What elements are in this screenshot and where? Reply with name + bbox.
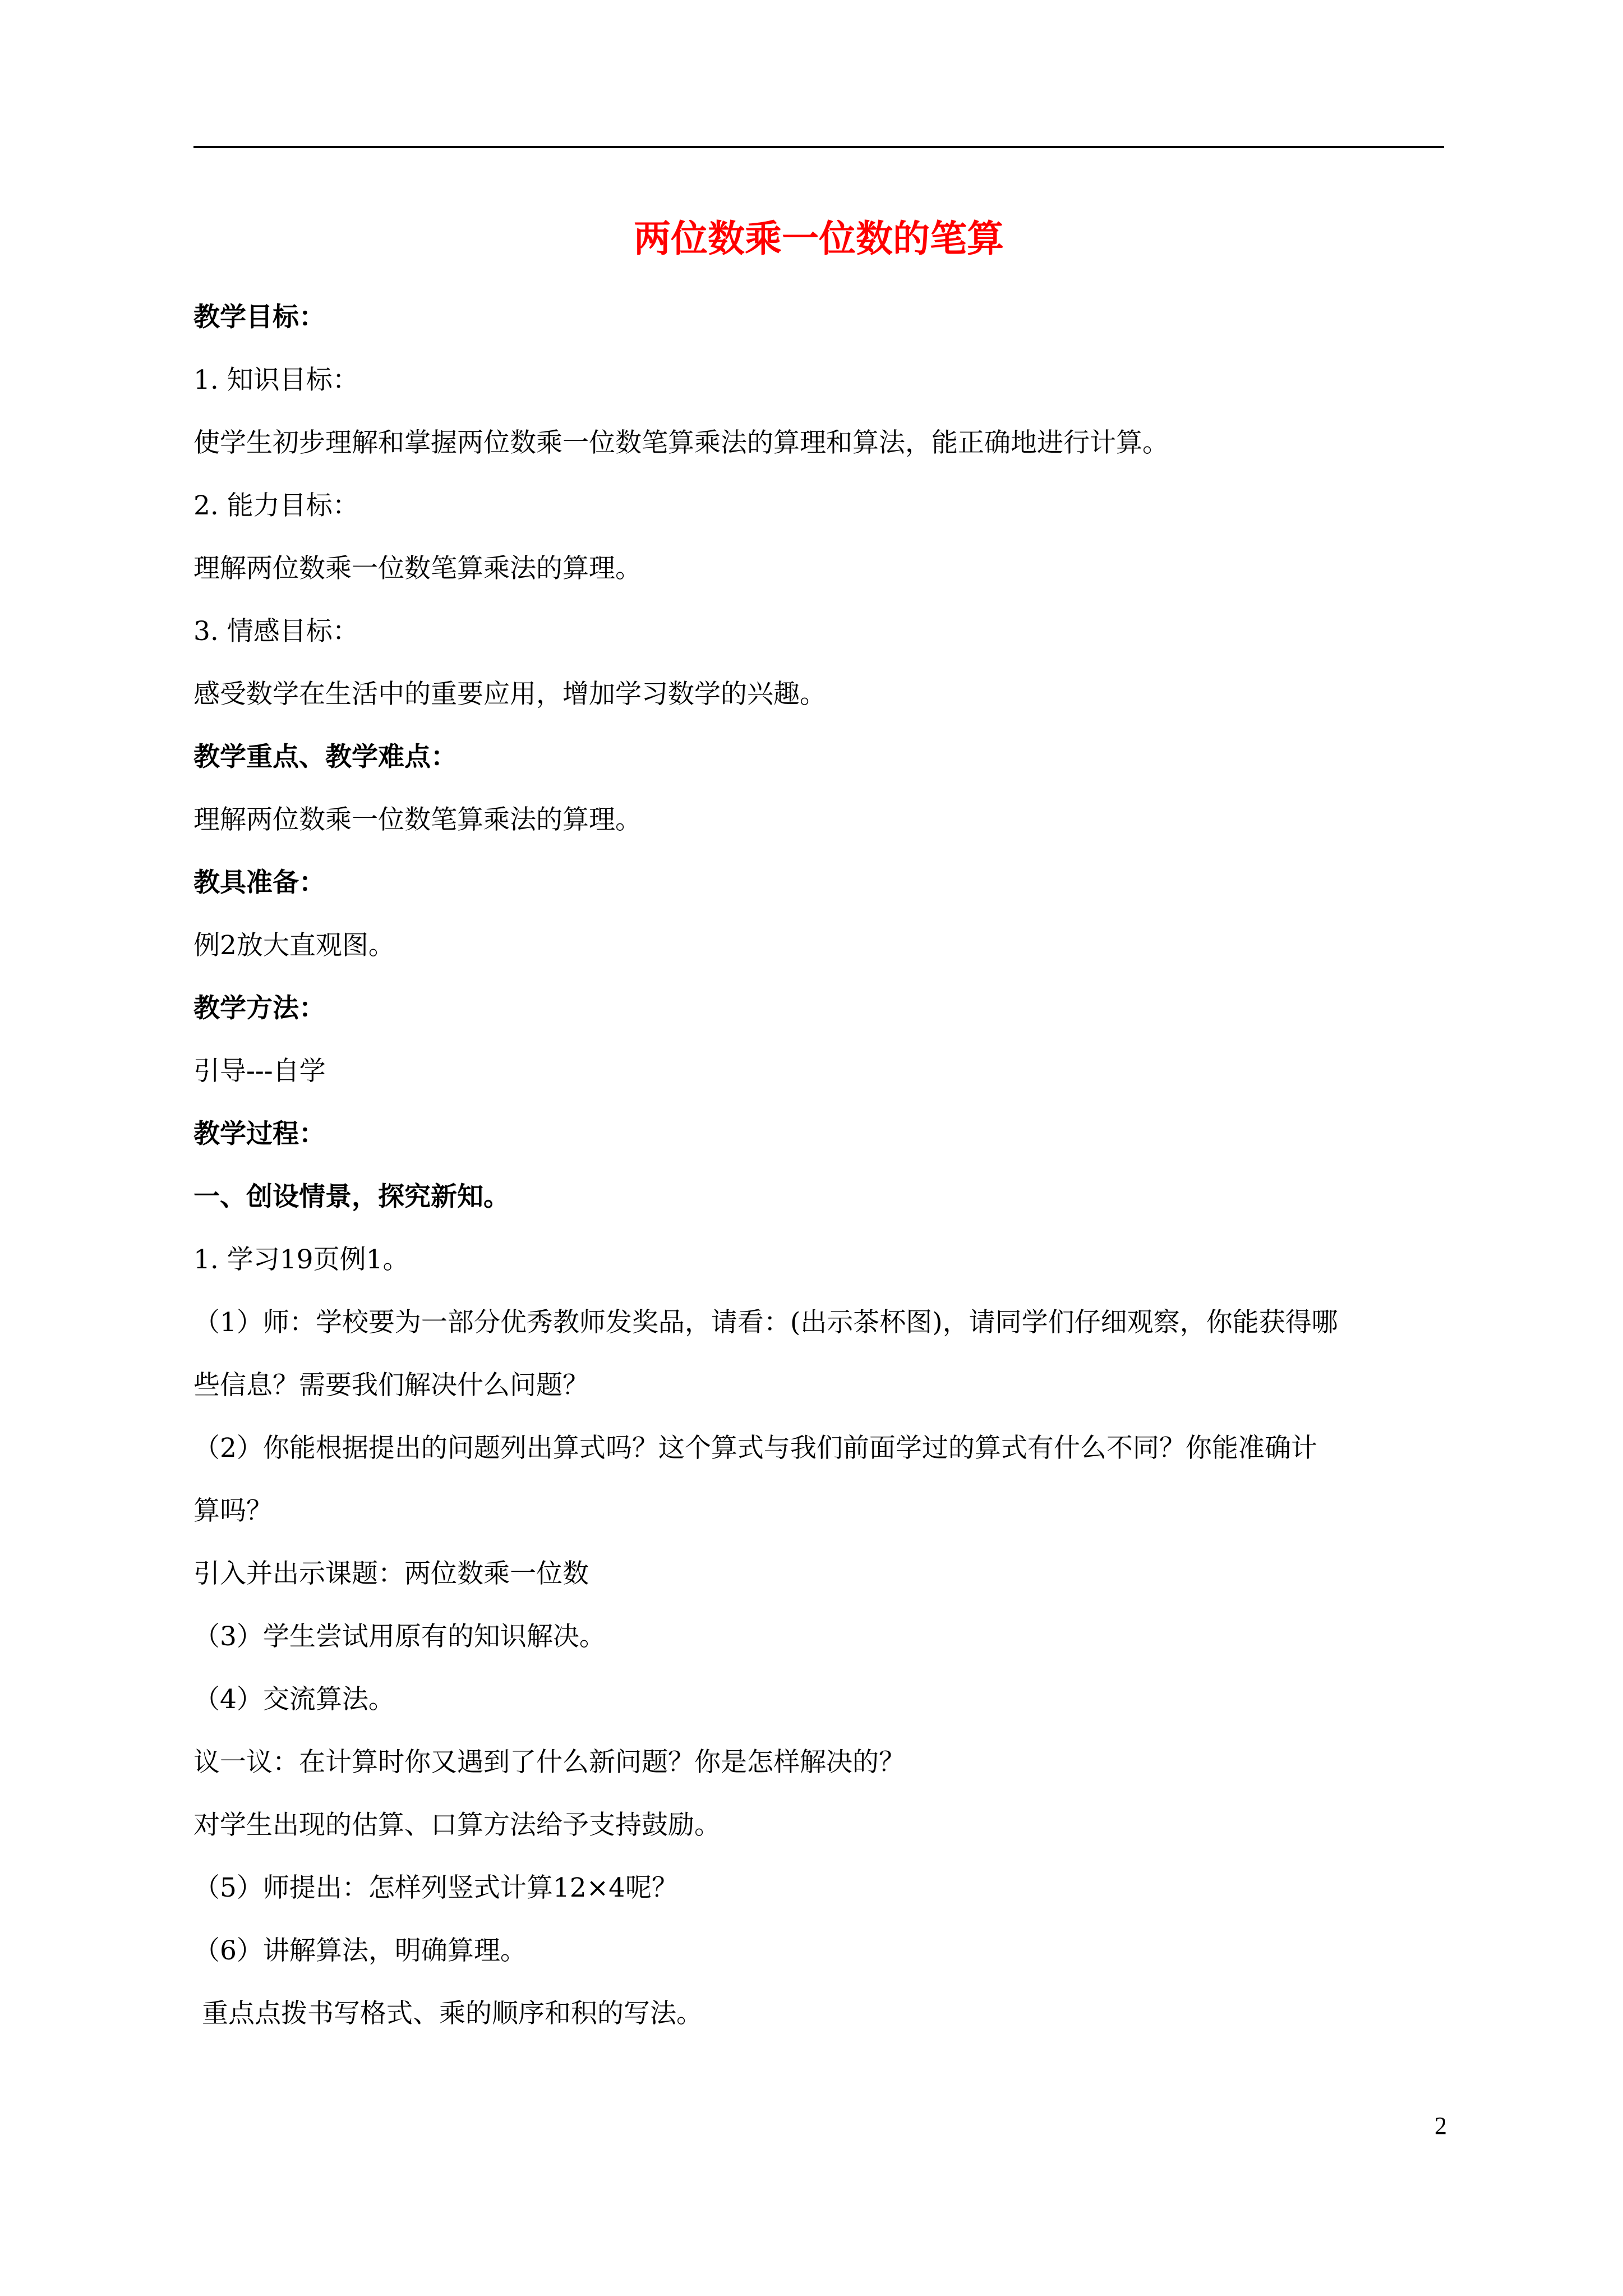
paragraph-2-line-2: 算吗？ (193, 1496, 273, 1526)
paragraph-4: （4）交流算法。 (193, 1684, 395, 1715)
process-heading: 教学过程： (193, 1119, 325, 1149)
paragraph-1-line-1: （1）师：学校要为一部分优秀教师发奖品，请看：(出示茶杯图)，请同学们仔细观察，你能获得哪 (193, 1307, 1338, 1338)
header-rule (193, 146, 1444, 148)
objective-3-label: 3. 情感目标： (193, 616, 359, 647)
objective-1-label: 1. 知识目标： (193, 365, 359, 395)
key-points-text: 理解两位数乘一位数笔算乘法的算理。 (193, 804, 642, 835)
objective-1-text: 使学生初步理解和掌握两位数乘一位数笔算乘法的算理和算法，能正确地进行计算。 (193, 427, 1169, 458)
paragraph-3: （3）学生尝试用原有的知识解决。 (193, 1621, 606, 1652)
objective-2-text: 理解两位数乘一位数笔算乘法的算理。 (193, 553, 642, 584)
focus-line: 重点点拨书写格式、乘的顺序和积的写法。 (193, 1998, 703, 2029)
method-heading: 教学方法： (193, 993, 325, 1024)
tools-text: 例2放大直观图。 (193, 930, 395, 961)
part-1-heading: 一、创设情景，探究新知。 (193, 1181, 510, 1212)
paragraph-2-line-1: （2）你能根据提出的问题列出算式吗？这个算式与我们前面学过的算式有什么不同？你能准确计 (193, 1433, 1317, 1464)
tools-heading: 教具准备： (193, 867, 325, 898)
paragraph-6: （6）讲解算法，明确算理。 (193, 1935, 527, 1966)
step-1: 1. 学习19页例1。 (193, 1244, 409, 1275)
objectives-heading: 教学目标： (193, 302, 325, 333)
method-text: 引导---自学 (193, 1056, 326, 1087)
document-title: 两位数乘一位数的笔算 (634, 217, 1004, 260)
encourage-line: 对学生出现的估算、口算方法给予支持鼓励。 (193, 1810, 721, 1841)
objective-2-label: 2. 能力目标： (193, 490, 359, 521)
page-number: 2 (1435, 2112, 1447, 2139)
key-points-heading: 教学重点、教学难点： (193, 742, 457, 772)
discuss-line: 议一议：在计算时你又遇到了什么新问题？你是怎样解决的？ (193, 1747, 905, 1778)
paragraph-1-line-2: 些信息？需要我们解决什么问题？ (193, 1370, 589, 1401)
paragraph-5: （5）师提出：怎样列竖式计算12×4呢？ (193, 1872, 678, 1903)
intro-line: 引入并出示课题：两位数乘一位数 (193, 1558, 589, 1589)
objective-3-text: 感受数学在生活中的重要应用，增加学习数学的兴趣。 (193, 679, 826, 710)
